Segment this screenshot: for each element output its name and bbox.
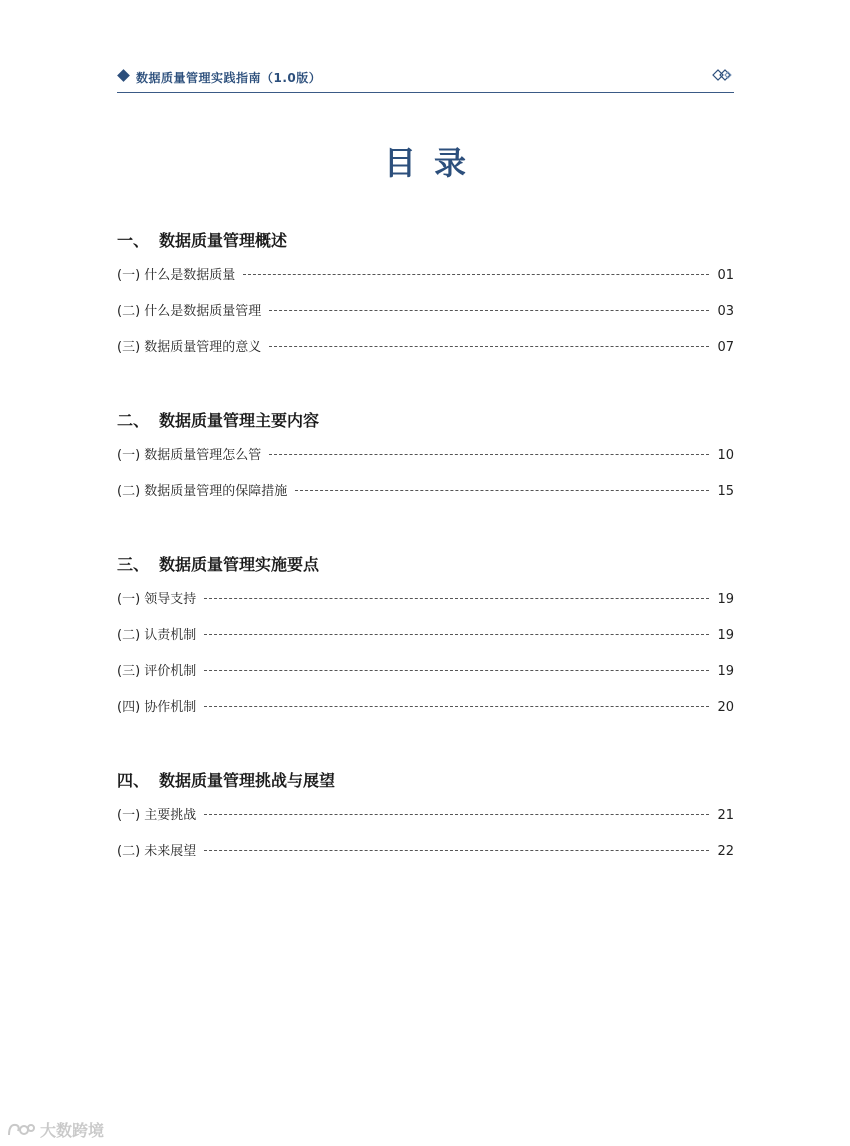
entry-label: (二) 数据质量管理的保障措施 <box>117 484 288 499</box>
watermark-text: 大数跨境 <box>40 1121 105 1140</box>
watermark-logo-icon <box>6 1121 36 1139</box>
entry-page: 01 <box>717 268 734 283</box>
logo-icon <box>712 67 734 83</box>
dot-leader <box>269 310 709 311</box>
dot-leader <box>204 706 709 707</box>
toc-entry[interactable] <box>117 804 734 840</box>
header-title: 数据质量管理实践指南（1.0版） <box>136 71 322 85</box>
entry-page: 22 <box>717 844 734 859</box>
entry-label: (二) 认责机制 <box>117 628 197 643</box>
entry-page: 07 <box>717 340 734 355</box>
toc-section-4 <box>117 768 734 876</box>
entry-page: 19 <box>717 664 734 679</box>
section-heading <box>117 768 734 794</box>
watermark <box>6 1118 104 1141</box>
dot-leader <box>269 346 709 347</box>
entry-label: (一) 数据质量管理怎么管 <box>117 448 262 463</box>
section-title: 数据质量管理主要内容 <box>159 411 320 430</box>
toc-entry[interactable] <box>117 840 734 876</box>
entry-page: 21 <box>717 808 734 823</box>
entry-label: (三) 评价机制 <box>117 664 197 679</box>
entry-page: 19 <box>717 628 734 643</box>
section-heading <box>117 408 734 434</box>
dot-leader <box>204 670 709 671</box>
toc-entry[interactable] <box>117 300 734 336</box>
toc-entry[interactable] <box>117 480 734 516</box>
toc-section-2 <box>117 408 734 516</box>
toc-entry[interactable] <box>117 660 734 696</box>
entry-page: 20 <box>717 700 734 715</box>
toc-entry[interactable] <box>117 696 734 732</box>
toc-section-3 <box>117 552 734 732</box>
section-number: 一、 <box>117 231 150 250</box>
dot-leader <box>204 598 709 599</box>
section-heading <box>117 228 734 254</box>
dot-leader <box>204 850 709 851</box>
toc-entry[interactable] <box>117 444 734 480</box>
entry-label: (四) 协作机制 <box>117 700 197 715</box>
section-title: 数据质量管理概述 <box>159 231 288 250</box>
entry-label: (一) 主要挑战 <box>117 808 197 823</box>
section-number: 三、 <box>117 555 150 574</box>
section-title: 数据质量管理实施要点 <box>159 555 320 574</box>
entry-label: (一) 什么是数据质量 <box>117 268 236 283</box>
dot-leader <box>295 490 709 491</box>
toc-entry[interactable] <box>117 336 734 372</box>
entry-label: (二) 未来展望 <box>117 844 197 859</box>
toc-entry[interactable] <box>117 264 734 300</box>
entry-label: (一) 领导支持 <box>117 592 197 607</box>
entry-label: (二) 什么是数据质量管理 <box>117 304 262 319</box>
dot-leader <box>269 454 709 455</box>
toc-section-1 <box>117 228 734 372</box>
toc-entry[interactable] <box>117 624 734 660</box>
section-title: 数据质量管理挑战与展望 <box>159 771 336 790</box>
page-header <box>117 64 734 93</box>
entry-page: 03 <box>717 304 734 319</box>
entry-page: 10 <box>717 448 734 463</box>
toc-entry[interactable] <box>117 588 734 624</box>
toc-title: 目录 <box>383 144 484 182</box>
dot-leader <box>204 634 709 635</box>
section-number: 四、 <box>117 771 150 790</box>
section-number: 二、 <box>117 411 150 430</box>
entry-label: (三) 数据质量管理的意义 <box>117 340 262 355</box>
entry-page: 19 <box>717 592 734 607</box>
entry-page: 15 <box>717 484 734 499</box>
section-heading <box>117 552 734 578</box>
diamond-icon <box>117 69 130 82</box>
dot-leader <box>204 814 709 815</box>
dot-leader <box>243 274 709 275</box>
